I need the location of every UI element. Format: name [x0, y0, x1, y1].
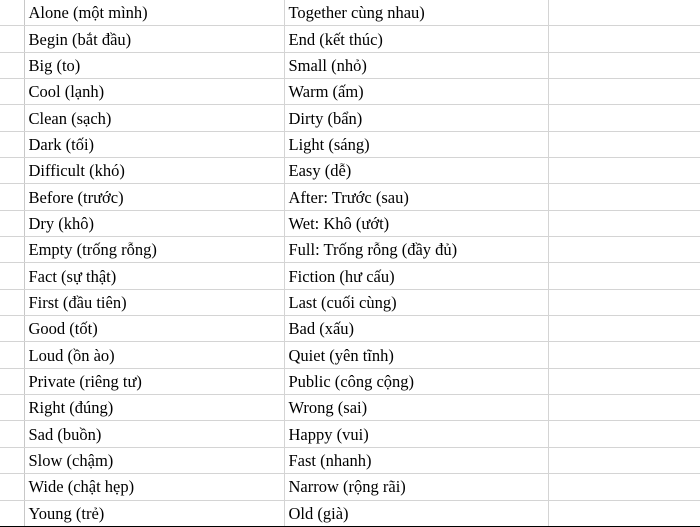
cell-opposite[interactable]: Last (cuối cùng)	[284, 289, 548, 315]
table-row	[0, 210, 700, 236]
cell-word[interactable]: Dry (khô)	[24, 210, 284, 236]
cell-empty[interactable]	[548, 26, 700, 52]
cell-word[interactable]: Begin (bắt đầu)	[24, 26, 284, 52]
cell-opposite[interactable]: End (kết thúc)	[284, 26, 548, 52]
cell-word[interactable]: Empty (trống rỗng)	[24, 237, 284, 263]
table-row	[0, 447, 700, 473]
cell-word[interactable]: Before (trước)	[24, 184, 284, 210]
cell-word[interactable]: Private (riêng tư)	[24, 368, 284, 394]
row-edge-cell[interactable]	[0, 289, 24, 315]
row-edge-cell[interactable]	[0, 131, 24, 157]
cell-word[interactable]: Big (to)	[24, 52, 284, 78]
cell-empty[interactable]	[548, 289, 700, 315]
cell-opposite[interactable]: Quiet (yên tĩnh)	[284, 342, 548, 368]
cell-opposite[interactable]: Old (già)	[284, 500, 548, 526]
table-row	[0, 26, 700, 52]
cell-word[interactable]: Cool (lạnh)	[24, 79, 284, 105]
row-edge-cell[interactable]	[0, 158, 24, 184]
cell-empty[interactable]	[548, 421, 700, 447]
cell-empty[interactable]	[548, 237, 700, 263]
cell-word[interactable]: Dark (tối)	[24, 131, 284, 157]
row-edge-cell[interactable]	[0, 26, 24, 52]
cell-opposite[interactable]: Small (nhỏ)	[284, 52, 548, 78]
cell-empty[interactable]	[548, 131, 700, 157]
cell-word[interactable]: Slow (chậm)	[24, 447, 284, 473]
cell-opposite[interactable]: Fiction (hư cấu)	[284, 263, 548, 289]
cell-empty[interactable]	[548, 52, 700, 78]
cell-word[interactable]: Young (trẻ)	[24, 500, 284, 526]
cell-opposite[interactable]: Public (công cộng)	[284, 368, 548, 394]
table-row	[0, 184, 700, 210]
row-edge-cell[interactable]	[0, 421, 24, 447]
row-edge-cell[interactable]	[0, 237, 24, 263]
row-edge-cell[interactable]	[0, 0, 24, 26]
cell-opposite[interactable]: Dirty (bẩn)	[284, 105, 548, 131]
table-row	[0, 131, 700, 157]
cell-empty[interactable]	[548, 447, 700, 473]
cell-opposite[interactable]: Bad (xấu)	[284, 316, 548, 342]
row-edge-cell[interactable]	[0, 316, 24, 342]
table-row	[0, 79, 700, 105]
cell-word[interactable]: First (đầu tiên)	[24, 289, 284, 315]
row-edge-cell[interactable]	[0, 395, 24, 421]
row-edge-cell[interactable]	[0, 500, 24, 526]
cell-opposite[interactable]: Full: Trống rỗng (đầy đủ)	[284, 237, 548, 263]
cell-word[interactable]: Loud (ồn ào)	[24, 342, 284, 368]
cell-opposite[interactable]: Warm (ấm)	[284, 79, 548, 105]
table-row	[0, 289, 700, 315]
table-row	[0, 395, 700, 421]
cell-word[interactable]: Good (tốt)	[24, 316, 284, 342]
table-row	[0, 0, 700, 26]
cell-opposite[interactable]: Together cùng nhau)	[284, 0, 548, 26]
cell-empty[interactable]	[548, 0, 700, 26]
row-edge-cell[interactable]	[0, 105, 24, 131]
table-row	[0, 368, 700, 394]
cell-opposite[interactable]: After: Trước (sau)	[284, 184, 548, 210]
cell-word[interactable]: Right (đúng)	[24, 395, 284, 421]
cell-empty[interactable]	[548, 105, 700, 131]
cell-opposite[interactable]: Narrow (rộng rãi)	[284, 474, 548, 500]
cell-empty[interactable]	[548, 316, 700, 342]
table-row	[0, 474, 700, 500]
cell-opposite[interactable]: Wet: Khô (ướt)	[284, 210, 548, 236]
cell-empty[interactable]	[548, 474, 700, 500]
row-edge-cell[interactable]	[0, 447, 24, 473]
row-edge-cell[interactable]	[0, 474, 24, 500]
cell-empty[interactable]	[548, 263, 700, 289]
table-row	[0, 263, 700, 289]
table-row	[0, 52, 700, 78]
cell-word[interactable]: Difficult (khó)	[24, 158, 284, 184]
table-row	[0, 342, 700, 368]
cell-empty[interactable]	[548, 79, 700, 105]
table-row	[0, 421, 700, 447]
cell-word[interactable]: Fact (sự thật)	[24, 263, 284, 289]
row-edge-cell[interactable]	[0, 79, 24, 105]
row-edge-cell[interactable]	[0, 342, 24, 368]
cell-opposite[interactable]: Happy (vui)	[284, 421, 548, 447]
row-edge-cell[interactable]	[0, 210, 24, 236]
table-row	[0, 237, 700, 263]
cell-empty[interactable]	[548, 158, 700, 184]
cell-word[interactable]: Alone (một mình)	[24, 0, 284, 26]
row-edge-cell[interactable]	[0, 52, 24, 78]
cell-word[interactable]: Wide (chật hẹp)	[24, 474, 284, 500]
row-edge-cell[interactable]	[0, 368, 24, 394]
cell-opposite[interactable]: Easy (dễ)	[284, 158, 548, 184]
cell-empty[interactable]	[548, 500, 700, 526]
cell-opposite[interactable]: Light (sáng)	[284, 131, 548, 157]
table-row	[0, 316, 700, 342]
table-row	[0, 158, 700, 184]
cell-opposite[interactable]: Fast (nhanh)	[284, 447, 548, 473]
cell-empty[interactable]	[548, 395, 700, 421]
cell-opposite[interactable]: Wrong (sai)	[284, 395, 548, 421]
cell-word[interactable]: Clean (sạch)	[24, 105, 284, 131]
table-row	[0, 105, 700, 131]
cell-empty[interactable]	[548, 368, 700, 394]
cell-empty[interactable]	[548, 184, 700, 210]
row-edge-cell[interactable]	[0, 263, 24, 289]
row-edge-cell[interactable]	[0, 184, 24, 210]
cell-word[interactable]: Sad (buồn)	[24, 421, 284, 447]
cell-empty[interactable]	[548, 210, 700, 236]
table-row	[0, 500, 700, 526]
cell-empty[interactable]	[548, 342, 700, 368]
